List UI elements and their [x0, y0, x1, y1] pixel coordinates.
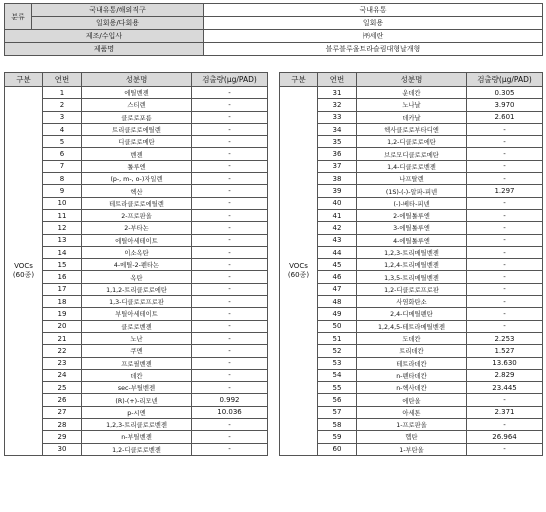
detected-amount-cell: 10.036 — [192, 406, 268, 418]
substance-name-cell: 1-프로판올 — [357, 419, 467, 431]
substance-name-cell: sec-부틸벤젠 — [82, 382, 192, 394]
row-number-cell: 42 — [318, 222, 357, 234]
row-number-cell: 20 — [43, 320, 82, 332]
table-row — [280, 246, 543, 258]
header-amount: 검출량(μg/PAD) — [192, 73, 268, 87]
detected-amount-cell: - — [192, 357, 268, 369]
substance-name-cell: 4-에틸톨루엔 — [357, 234, 467, 246]
table-row — [280, 382, 543, 394]
table-row — [280, 419, 543, 431]
row-number-cell: 58 — [318, 419, 357, 431]
row-number-cell: 17 — [43, 283, 82, 295]
substance-name-cell: 1,2,4,5-테트라메틸벤젠 — [357, 320, 467, 332]
table-row — [5, 99, 268, 111]
table-header-row — [280, 73, 543, 87]
detected-amount-cell: - — [467, 123, 543, 135]
info-row — [5, 17, 543, 30]
table-row — [5, 136, 268, 148]
header-name: 성분명 — [82, 73, 192, 87]
table-row — [5, 87, 268, 99]
row-number-cell: 40 — [318, 197, 357, 209]
substance-name-cell: 에틸아세테이트 — [82, 234, 192, 246]
detected-amount-cell: - — [467, 197, 543, 209]
row-number-cell: 21 — [43, 332, 82, 344]
classification-header: 분류 — [5, 4, 32, 30]
row-number-cell: 35 — [318, 136, 357, 148]
substance-name-cell: 테트라데칸 — [357, 357, 467, 369]
info-value: 일회용 — [204, 17, 543, 30]
table-row — [280, 394, 543, 406]
row-number-cell: 24 — [43, 369, 82, 381]
row-number-cell: 9 — [43, 185, 82, 197]
detected-amount-cell: 1.297 — [467, 185, 543, 197]
row-number-cell: 3 — [43, 111, 82, 123]
detected-amount-cell: - — [467, 283, 543, 295]
row-number-cell: 48 — [318, 296, 357, 308]
table-row — [280, 259, 543, 271]
substance-name-cell: (-)-베타-피넨 — [357, 197, 467, 209]
detected-amount-cell: - — [192, 369, 268, 381]
info-value: ㈜세란 — [204, 30, 543, 43]
row-number-cell: 11 — [43, 209, 82, 221]
row-number-cell: 53 — [318, 357, 357, 369]
detected-amount-cell: - — [467, 259, 543, 271]
substance-name-cell: 1,2,4-트리메틸벤젠 — [357, 259, 467, 271]
detected-amount-cell: - — [192, 431, 268, 443]
row-number-cell: 34 — [318, 123, 357, 135]
substance-name-cell: 아세톤 — [357, 406, 467, 418]
substance-name-cell: 벤젠 — [82, 148, 192, 160]
table-row — [280, 345, 543, 357]
substance-name-cell: 클로로벤젠 — [82, 320, 192, 332]
table-row — [5, 173, 268, 185]
voc-group-cell — [280, 87, 318, 456]
table-row — [280, 308, 543, 320]
detected-amount-cell: - — [192, 185, 268, 197]
table-row — [280, 320, 543, 332]
detected-amount-cell: 0.305 — [467, 87, 543, 99]
table-row — [280, 222, 543, 234]
row-number-cell: 26 — [43, 394, 82, 406]
info-label: 제품명 — [5, 43, 204, 56]
row-number-cell: 25 — [43, 382, 82, 394]
row-number-cell: 31 — [318, 87, 357, 99]
table-row — [5, 419, 268, 431]
detected-amount-cell: - — [192, 111, 268, 123]
detected-amount-cell: - — [192, 419, 268, 431]
info-value: 블루블루울트라슬림대형날개형 — [204, 43, 543, 56]
detected-amount-cell: 2.601 — [467, 111, 543, 123]
detected-amount-cell: - — [192, 148, 268, 160]
row-number-cell: 28 — [43, 419, 82, 431]
substance-name-cell: 디클로로메탄 — [82, 136, 192, 148]
table-row — [5, 406, 268, 418]
substance-name-cell: 1,3-디클로로프로판 — [82, 296, 192, 308]
info-label: 국내유통/해외직구 — [32, 4, 204, 17]
detected-amount-cell: - — [192, 259, 268, 271]
row-number-cell: 60 — [318, 443, 357, 455]
substance-name-cell: 스티렌 — [82, 99, 192, 111]
detected-amount-cell: - — [192, 271, 268, 283]
row-number-cell: 16 — [43, 271, 82, 283]
row-number-cell: 44 — [318, 246, 357, 258]
detected-amount-cell: 26.964 — [467, 431, 543, 443]
substance-name-cell: 1,1,2-트리클로로에탄 — [82, 283, 192, 295]
table-row — [280, 197, 543, 209]
row-number-cell: 12 — [43, 222, 82, 234]
info-row — [5, 30, 543, 43]
table-row — [5, 345, 268, 357]
substance-name-cell: (R)-(+)-리모넨 — [82, 394, 192, 406]
row-number-cell: 22 — [43, 345, 82, 357]
substance-name-cell: 1,4-디클로로벤젠 — [357, 160, 467, 172]
header-amount: 검출량(μg/PAD) — [467, 73, 543, 87]
detected-amount-cell: - — [467, 136, 543, 148]
table-row — [280, 283, 543, 295]
substance-name-cell: n-헥사데칸 — [357, 382, 467, 394]
row-number-cell: 50 — [318, 320, 357, 332]
voc-table-left — [4, 72, 268, 456]
detected-amount-cell: - — [192, 160, 268, 172]
detected-amount-cell: - — [192, 173, 268, 185]
header-group: 구분 — [5, 73, 43, 87]
row-number-cell: 1 — [43, 87, 82, 99]
substance-name-cell: 헥산 — [82, 185, 192, 197]
table-row — [280, 234, 543, 246]
detected-amount-cell: - — [467, 173, 543, 185]
table-row — [280, 136, 543, 148]
table-row — [5, 431, 268, 443]
detected-amount-cell: - — [192, 136, 268, 148]
table-body — [280, 87, 543, 456]
detected-amount-cell: 2.371 — [467, 406, 543, 418]
row-number-cell: 18 — [43, 296, 82, 308]
substance-name-cell: 이소옥탄 — [82, 246, 192, 258]
substance-name-cell: 사염화탄소 — [357, 296, 467, 308]
substance-name-cell: 1,3,5-트리메틸벤젠 — [357, 271, 467, 283]
row-number-cell: 45 — [318, 259, 357, 271]
table-row — [5, 357, 268, 369]
substance-name-cell: n-펜타데칸 — [357, 369, 467, 381]
row-number-cell: 6 — [43, 148, 82, 160]
row-number-cell: 37 — [318, 160, 357, 172]
table-row — [280, 332, 543, 344]
detected-amount-cell: - — [192, 332, 268, 344]
info-row — [5, 4, 543, 17]
detected-amount-cell: - — [192, 283, 268, 295]
header-group: 구분 — [280, 73, 318, 87]
substance-name-cell: 나프탈렌 — [357, 173, 467, 185]
substance-name-cell: n-부틸벤젠 — [82, 431, 192, 443]
row-number-cell: 47 — [318, 283, 357, 295]
substance-name-cell: (1S)-(-)-알파-피넨 — [357, 185, 467, 197]
group-count: (60종) — [287, 270, 310, 279]
table-row — [280, 99, 543, 111]
row-number-cell: 54 — [318, 369, 357, 381]
substance-name-cell: 클로로포름 — [82, 111, 192, 123]
row-number-cell: 59 — [318, 431, 357, 443]
detected-amount-cell: - — [192, 308, 268, 320]
substance-name-cell: p-시멘 — [82, 406, 192, 418]
product-info-table — [4, 3, 543, 56]
substance-name-cell: 2-프로판올 — [82, 209, 192, 221]
table-row — [5, 394, 268, 406]
table-row — [280, 185, 543, 197]
table-row — [5, 369, 268, 381]
substance-name-cell: 헥사클로로부타디엔 — [357, 123, 467, 135]
substance-name-cell: 1,2-디클로로프로판 — [357, 283, 467, 295]
detected-amount-cell: - — [192, 382, 268, 394]
detected-amount-cell: 1.527 — [467, 345, 543, 357]
group-label: VOCs — [289, 261, 308, 270]
table-row — [280, 357, 543, 369]
row-number-cell: 56 — [318, 394, 357, 406]
group-count: (60종) — [12, 270, 35, 279]
detected-amount-cell: - — [467, 271, 543, 283]
table-row — [5, 148, 268, 160]
substance-name-cell: 2-에틸톨루엔 — [357, 209, 467, 221]
substance-name-cell: 운데칸 — [357, 87, 467, 99]
table-header-row — [5, 73, 268, 87]
table-row — [5, 320, 268, 332]
voc-table-right — [279, 72, 543, 456]
info-row — [5, 43, 543, 56]
table-row — [280, 173, 543, 185]
table-row — [5, 197, 268, 209]
detected-amount-cell: - — [192, 99, 268, 111]
substance-name-cell: 프로필벤젠 — [82, 357, 192, 369]
info-label: 일회용/다회용 — [32, 17, 204, 30]
row-number-cell: 14 — [43, 246, 82, 258]
row-number-cell: 49 — [318, 308, 357, 320]
detected-amount-cell: 0.992 — [192, 394, 268, 406]
detected-amount-cell: - — [192, 123, 268, 135]
substance-name-cell: 3-에틸톨루엔 — [357, 222, 467, 234]
substance-name-cell: 부틸아세테이트 — [82, 308, 192, 320]
table-row — [5, 332, 268, 344]
row-number-cell: 39 — [318, 185, 357, 197]
substance-name-cell: 에틸벤젠 — [82, 87, 192, 99]
substance-name-cell: 데카날 — [357, 111, 467, 123]
table-row — [5, 246, 268, 258]
table-row — [5, 443, 268, 455]
substance-name-cell: (p-, m-, o-)자일렌 — [82, 173, 192, 185]
detected-amount-cell: - — [192, 246, 268, 258]
substance-name-cell: 데칸 — [82, 369, 192, 381]
row-number-cell: 7 — [43, 160, 82, 172]
detected-amount-cell: - — [192, 87, 268, 99]
detected-amount-cell: 2.253 — [467, 332, 543, 344]
row-number-cell: 43 — [318, 234, 357, 246]
substance-name-cell: 1,2,3-트리메틸벤젠 — [357, 246, 467, 258]
table-row — [5, 234, 268, 246]
row-number-cell: 2 — [43, 99, 82, 111]
table-row — [5, 222, 268, 234]
table-body — [5, 87, 268, 456]
table-row — [5, 271, 268, 283]
substance-name-cell: 2,4-디메틸펜탄 — [357, 308, 467, 320]
substance-name-cell: 1,2-디클로로벤젠 — [82, 443, 192, 455]
detected-amount-cell: - — [192, 320, 268, 332]
row-number-cell: 27 — [43, 406, 82, 418]
substance-name-cell: 1,2,3-트리클로로벤젠 — [82, 419, 192, 431]
row-number-cell: 8 — [43, 173, 82, 185]
row-number-cell: 5 — [43, 136, 82, 148]
substance-name-cell: 트리클로로에틸렌 — [82, 123, 192, 135]
row-number-cell: 19 — [43, 308, 82, 320]
row-number-cell: 33 — [318, 111, 357, 123]
substance-name-cell: 테트라클로로에틸렌 — [82, 197, 192, 209]
table-row — [5, 209, 268, 221]
detected-amount-cell: - — [467, 160, 543, 172]
info-value: 국내유통 — [204, 4, 543, 17]
row-number-cell: 38 — [318, 173, 357, 185]
table-row — [5, 111, 268, 123]
row-number-cell: 52 — [318, 345, 357, 357]
row-number-cell: 10 — [43, 197, 82, 209]
table-row — [280, 406, 543, 418]
detected-amount-cell: - — [467, 209, 543, 221]
detected-amount-cell: - — [192, 296, 268, 308]
substance-name-cell: 1,2-디클로로에탄 — [357, 136, 467, 148]
header-no: 연번 — [43, 73, 82, 87]
table-row — [5, 259, 268, 271]
table-row — [280, 160, 543, 172]
substance-name-cell: 헵탄 — [357, 431, 467, 443]
row-number-cell: 46 — [318, 271, 357, 283]
detected-amount-cell: - — [467, 246, 543, 258]
detected-amount-cell: - — [192, 443, 268, 455]
detected-amount-cell: 23.445 — [467, 382, 543, 394]
detected-amount-cell: - — [467, 320, 543, 332]
substance-name-cell: 노나날 — [357, 99, 467, 111]
row-number-cell: 41 — [318, 209, 357, 221]
detected-amount-cell: - — [467, 443, 543, 455]
table-row — [280, 296, 543, 308]
row-number-cell: 30 — [43, 443, 82, 455]
table-row — [280, 431, 543, 443]
table-row — [280, 369, 543, 381]
row-number-cell: 51 — [318, 332, 357, 344]
table-row — [280, 148, 543, 160]
row-number-cell: 55 — [318, 382, 357, 394]
substance-name-cell: 쿠멘 — [82, 345, 192, 357]
detected-amount-cell: - — [467, 296, 543, 308]
row-number-cell: 15 — [43, 259, 82, 271]
detected-amount-cell: - — [467, 394, 543, 406]
detected-amount-cell: - — [192, 197, 268, 209]
substance-name-cell: 옥탄 — [82, 271, 192, 283]
substance-name-cell: 1-부탄올 — [357, 443, 467, 455]
row-number-cell: 57 — [318, 406, 357, 418]
detected-amount-cell: - — [192, 222, 268, 234]
table-row — [5, 160, 268, 172]
substance-name-cell: 트리데칸 — [357, 345, 467, 357]
table-row — [280, 209, 543, 221]
substance-name-cell: 브로모디클로로메탄 — [357, 148, 467, 160]
substance-name-cell: 에탄올 — [357, 394, 467, 406]
row-number-cell: 23 — [43, 357, 82, 369]
table-row — [5, 308, 268, 320]
table-row — [5, 185, 268, 197]
substance-name-cell: 도데칸 — [357, 332, 467, 344]
detected-amount-cell: 13.630 — [467, 357, 543, 369]
table-row — [5, 123, 268, 135]
detected-amount-cell: - — [192, 234, 268, 246]
substance-name-cell: 노난 — [82, 332, 192, 344]
detected-amount-cell: - — [192, 345, 268, 357]
row-number-cell: 32 — [318, 99, 357, 111]
row-number-cell: 29 — [43, 431, 82, 443]
voc-group-cell — [5, 87, 43, 456]
table-row — [5, 382, 268, 394]
detected-amount-cell: - — [467, 234, 543, 246]
detected-amount-cell: - — [192, 209, 268, 221]
group-label: VOCs — [14, 261, 33, 270]
row-number-cell: 4 — [43, 123, 82, 135]
detected-amount-cell: - — [467, 148, 543, 160]
table-row — [5, 296, 268, 308]
table-row — [5, 283, 268, 295]
detected-amount-cell: - — [467, 222, 543, 234]
table-row — [280, 123, 543, 135]
substance-name-cell: 2-부타논 — [82, 222, 192, 234]
header-no: 연번 — [318, 73, 357, 87]
row-number-cell: 13 — [43, 234, 82, 246]
table-row — [280, 111, 543, 123]
detected-amount-cell: 2.829 — [467, 369, 543, 381]
header-name: 성분명 — [357, 73, 467, 87]
info-label: 제조/수입사 — [5, 30, 204, 43]
table-row — [280, 443, 543, 455]
substance-name-cell: 톨루엔 — [82, 160, 192, 172]
table-row — [280, 87, 543, 99]
detected-amount-cell: 3.970 — [467, 99, 543, 111]
detected-amount-cell: - — [467, 308, 543, 320]
row-number-cell: 36 — [318, 148, 357, 160]
detected-amount-cell: - — [467, 419, 543, 431]
substance-name-cell: 4-메틸-2-펜타논 — [82, 259, 192, 271]
table-row — [280, 271, 543, 283]
